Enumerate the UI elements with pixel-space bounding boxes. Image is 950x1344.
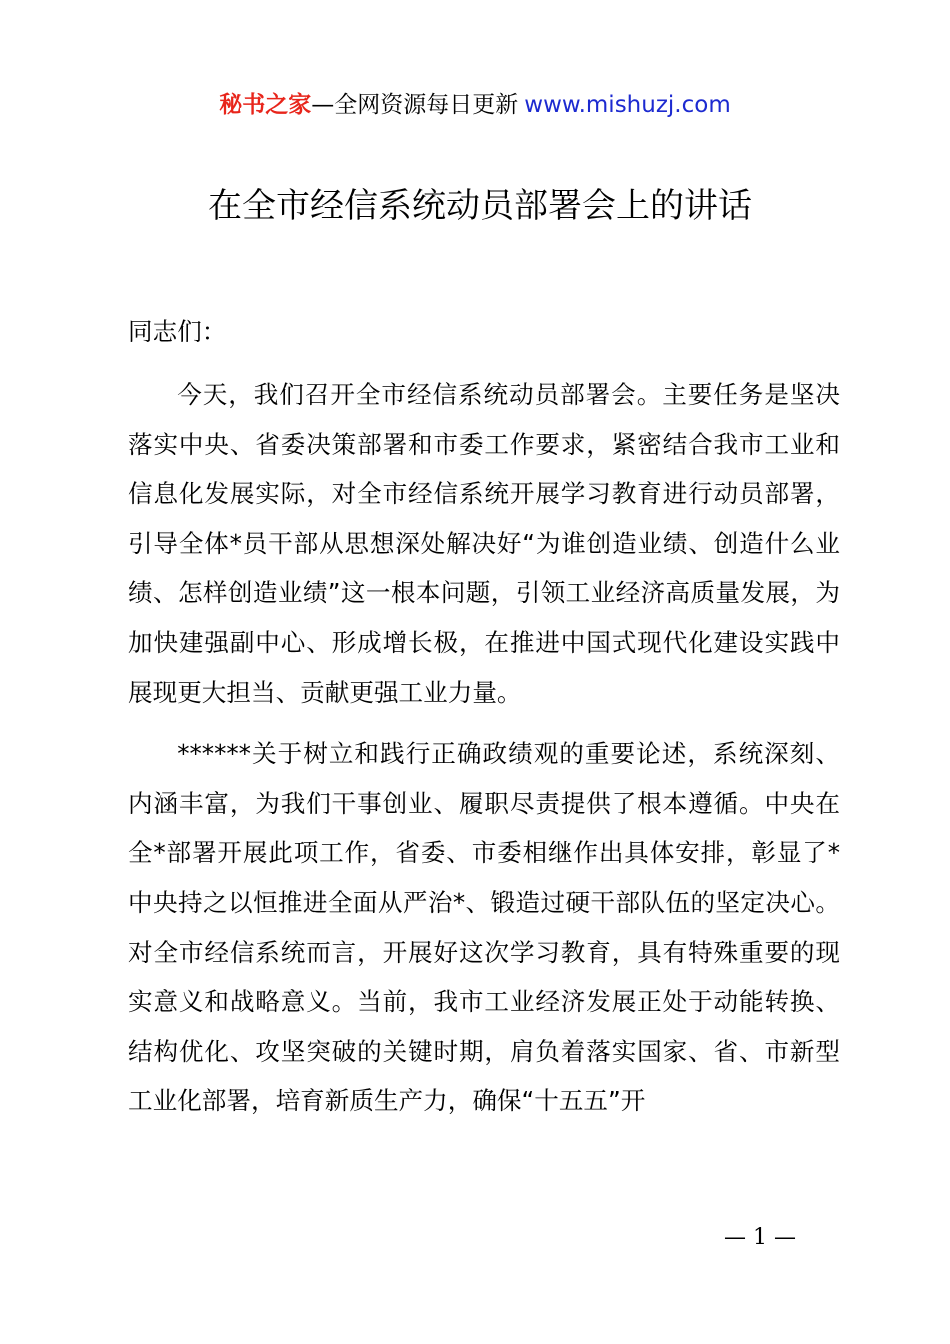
document-title: 在全市经信系统动员部署会上的讲话 — [208, 186, 752, 226]
site-name: 秘书之家 — [219, 92, 312, 118]
site-slogan: —全网资源每日更新 — [311, 92, 519, 118]
salutation: 同志们： — [128, 317, 227, 346]
site-header — [0, 86, 950, 124]
body-paragraph: ******关于树立和践行正确政绩观的重要论述，系统深刻、内涵丰富，为我们干事创业、履职尽责提供了根本遵循。中央在全*部署开展此项工作，省委、市委相继作出具体安排，彰显了*中央持之以恒推进全面从严治*、锻造过硬干部队伍的坚定决心。对全市经信系统而言，开展好这次学习教育，具有特殊重要的现实意义和战略意义。当前，我市工业经济发展正处于动能转换、结构优化、攻坚突破的关键时期，肩负着落实国家、省、市新型工业化部署，培育新质生产力，确保“十五五”开 — [128, 739, 840, 1116]
document-body — [128, 310, 840, 1126]
body-paragraph: 今天，我们召开全市经信系统动员部署会。主要任务是坚决落实中央、省委决策部署和市委工作要求，紧密结合我市工业和信息化发展实际，对全市经信系统开展学习教育进行动员部署，引导全体*员干部从思想深处解决好“为谁创造业绩、创造什么业绩、怎样创造业绩”这一根本问题，引领工业经济高质量发展，为加快建强副中心、形成增长极，在推进中国式现代化建设实践中展现更大担当、贡献更强工业力量。 — [128, 380, 840, 707]
page-number: — 1 — — [724, 1225, 796, 1250]
site-url-link[interactable]: www.mishuzj.com — [524, 92, 731, 118]
